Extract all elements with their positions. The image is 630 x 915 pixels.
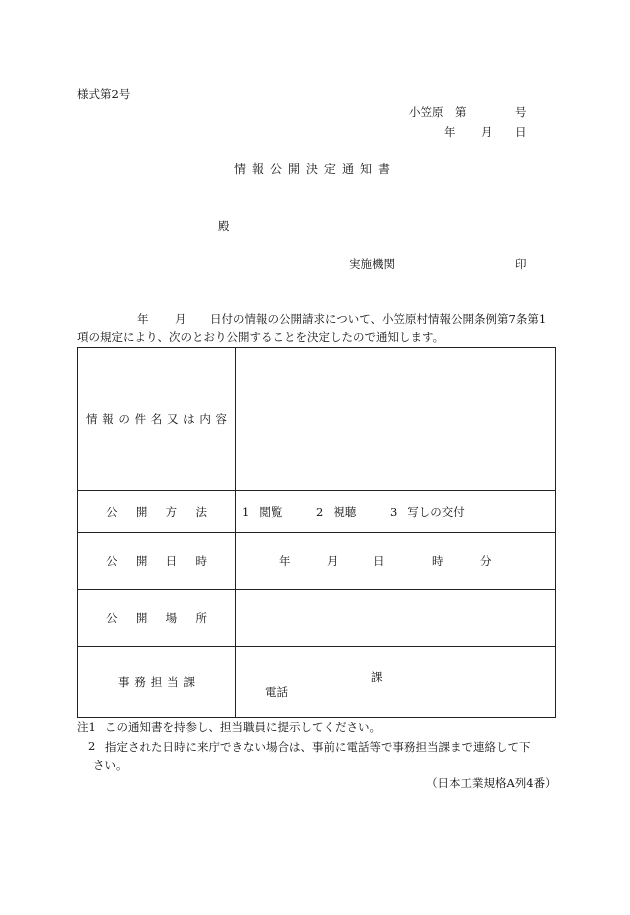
subject-label-char: は bbox=[183, 412, 195, 426]
datetime-label-cell bbox=[78, 533, 236, 590]
office-label bbox=[78, 674, 235, 690]
place-label-char: 公 bbox=[106, 611, 118, 625]
method-label-char: 開 bbox=[135, 504, 148, 519]
method-option-copy: 3 写しの交付 bbox=[389, 504, 465, 519]
decision-table bbox=[77, 347, 556, 718]
method-options bbox=[236, 491, 556, 533]
row-method bbox=[78, 491, 556, 533]
form-number: 様式第2号 bbox=[77, 87, 131, 101]
body-line-2: 項の規定により、次のとおり公開することを決定したので通知します。 bbox=[77, 330, 445, 344]
seal-mark: 印 bbox=[515, 257, 527, 271]
office-section-suffix: 課 bbox=[371, 670, 383, 684]
method-label-char: 公 bbox=[106, 504, 118, 519]
subject-label-char: 情 bbox=[86, 412, 98, 426]
office-label-char: 課 bbox=[183, 675, 195, 689]
office-label-cell bbox=[78, 647, 236, 718]
office-phone-label: 電話 bbox=[265, 685, 288, 699]
office-label-char: 当 bbox=[167, 675, 179, 689]
row-subject bbox=[78, 348, 556, 491]
place-label-cell bbox=[78, 590, 236, 647]
datetime-label-char: 時 bbox=[195, 554, 207, 568]
method-label bbox=[78, 504, 235, 520]
datetime-month: 月 bbox=[327, 554, 339, 568]
subject-label-char: の bbox=[118, 412, 130, 426]
place-label-char: 開 bbox=[135, 611, 148, 625]
place-label bbox=[78, 610, 235, 626]
note-1-text: この通知書を持参し、担当職員に提示してください。 bbox=[105, 720, 381, 734]
datetime-label-char: 公 bbox=[106, 554, 118, 568]
subject-label-char: 内 bbox=[199, 412, 211, 426]
body-month: 月 bbox=[175, 312, 187, 326]
issue-year: 年 bbox=[444, 125, 456, 139]
subject-label-cell bbox=[78, 348, 236, 491]
body-line-1: 日付の情報の公開請求について、小笠原村情報公開条例第7条第1 bbox=[210, 312, 547, 326]
datetime-hour: 時 bbox=[432, 554, 444, 568]
place-label-char: 所 bbox=[195, 611, 207, 625]
addressee-suffix: 殿 bbox=[218, 219, 230, 233]
datetime-label-char: 開 bbox=[135, 554, 148, 568]
place-value-cell bbox=[236, 590, 556, 647]
datetime-value-cell bbox=[236, 533, 556, 590]
subject-label-char: 報 bbox=[102, 412, 114, 426]
issue-day: 日 bbox=[515, 125, 527, 139]
paper-size-spec: （日本工業規格A列4番） bbox=[426, 776, 557, 790]
office-label-char: 務 bbox=[134, 675, 146, 689]
method-option-listen: 2 視聴 bbox=[315, 504, 357, 519]
note-2-text: 指定された日時に来庁できない場合は、事前に電話等で事務担当課まで連絡して下 bbox=[105, 740, 531, 754]
datetime-label bbox=[78, 553, 235, 569]
document-title: 情報公開決定通知書 bbox=[233, 162, 396, 176]
method-label-char: 方 bbox=[165, 504, 178, 519]
datetime-year: 年 bbox=[279, 554, 291, 568]
datetime-day: 日 bbox=[373, 554, 385, 568]
place-label-char: 場 bbox=[165, 611, 178, 625]
subject-label-char: 件 bbox=[134, 412, 147, 426]
implementing-agency-label: 実施機関 bbox=[349, 257, 395, 271]
datetime-label-char: 日 bbox=[165, 554, 178, 568]
issuer-prefix: 小笠原 bbox=[409, 105, 444, 119]
method-label-char: 法 bbox=[195, 504, 207, 519]
subject-label-char: 又 bbox=[166, 412, 179, 426]
body-year: 年 bbox=[137, 312, 149, 326]
row-datetime bbox=[78, 533, 556, 590]
office-label-char: 担 bbox=[150, 675, 163, 689]
method-label-cell bbox=[78, 491, 236, 533]
row-office bbox=[78, 647, 556, 718]
subject-label-char: 名 bbox=[150, 412, 163, 426]
note-2-continuation: さい。 bbox=[93, 758, 128, 772]
row-place bbox=[78, 590, 556, 647]
datetime-minute: 分 bbox=[480, 554, 492, 568]
issue-month: 月 bbox=[481, 125, 493, 139]
subject-label bbox=[78, 411, 235, 427]
subject-label-char: 容 bbox=[215, 412, 227, 426]
number-go: 号 bbox=[515, 105, 527, 119]
number-dai: 第 bbox=[455, 105, 467, 119]
office-label-char: 事 bbox=[118, 675, 130, 689]
note-1-number: 注1 bbox=[77, 720, 96, 734]
subject-value-cell bbox=[236, 348, 556, 491]
method-option-view: 1 閲覧 bbox=[242, 504, 283, 519]
note-2-number: 2 bbox=[88, 739, 96, 753]
office-value-cell bbox=[236, 647, 556, 718]
